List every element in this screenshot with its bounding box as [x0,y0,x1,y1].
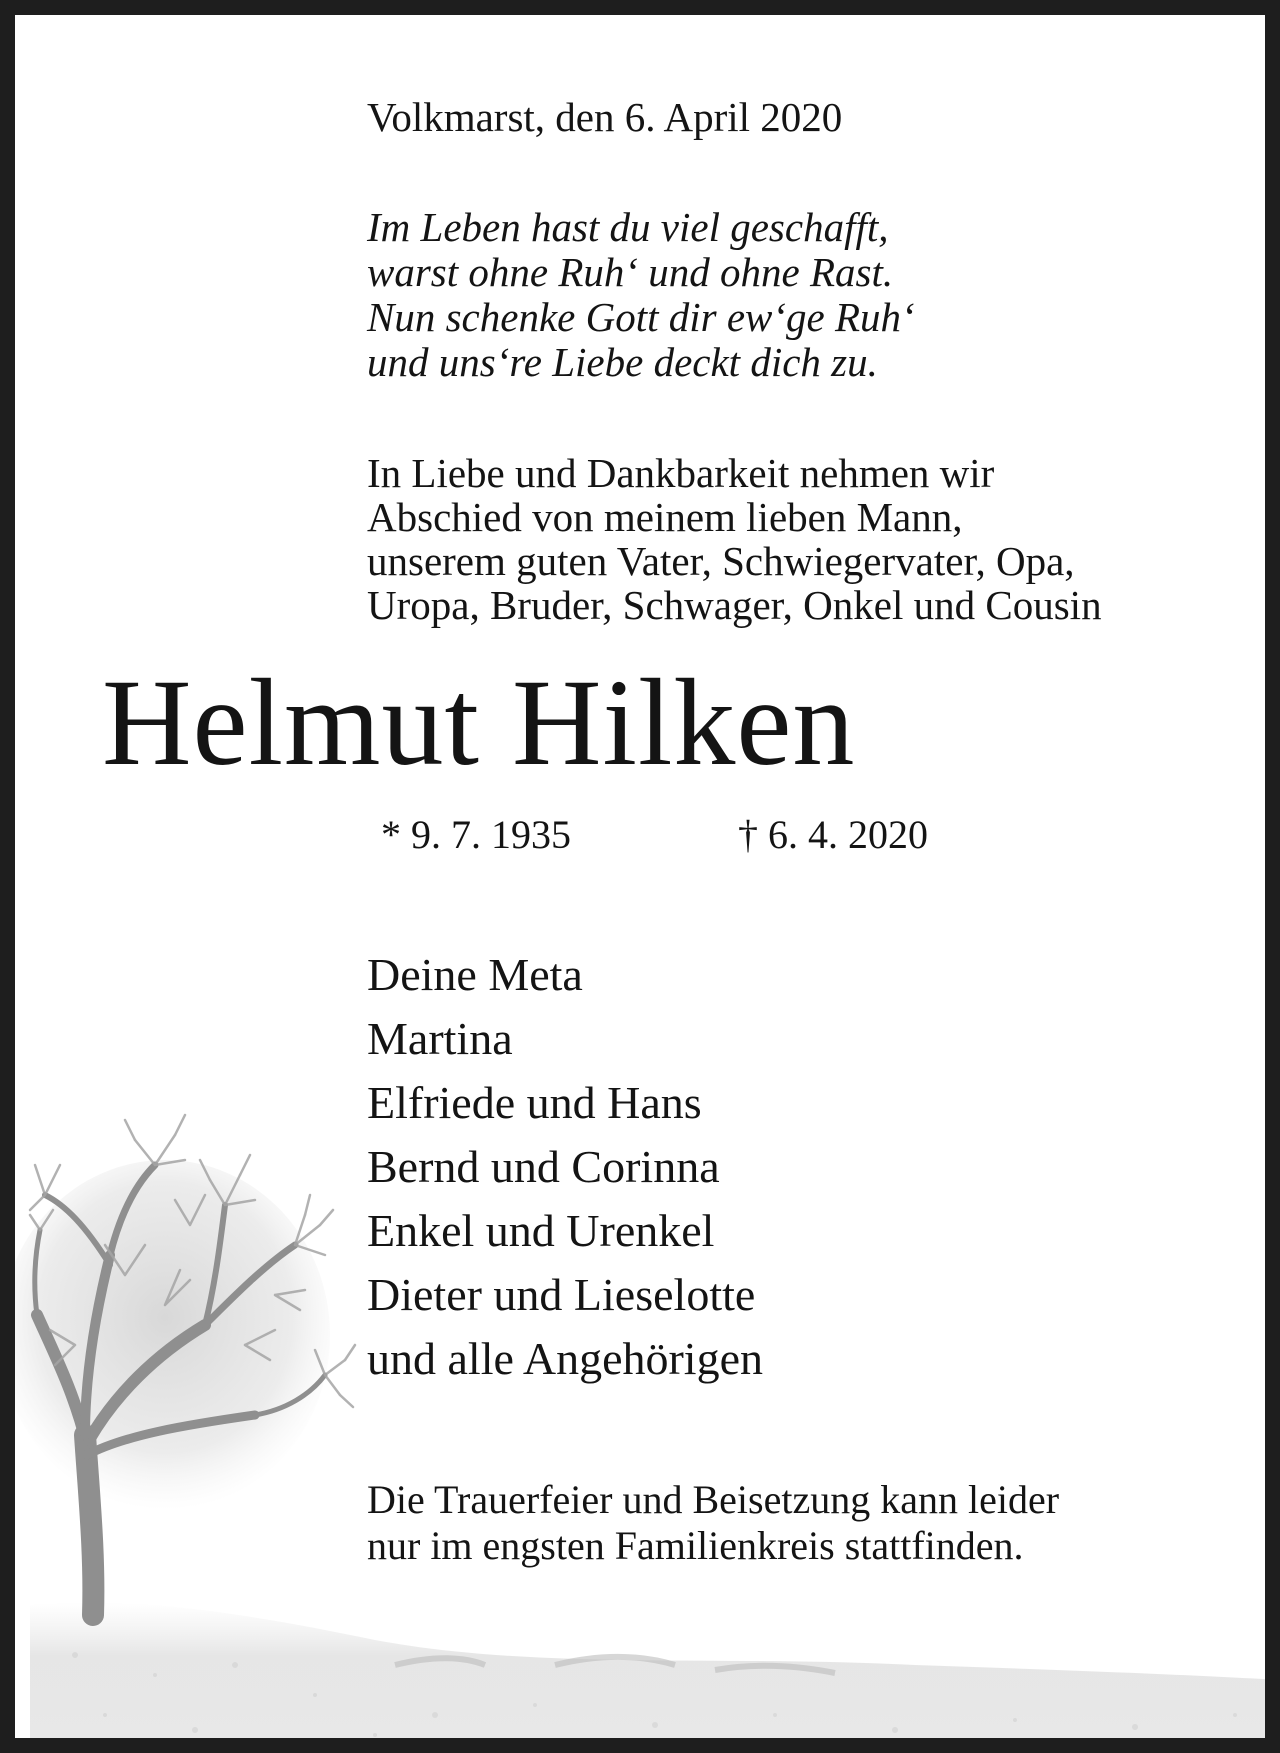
mourner: und alle Angehörigen [367,1333,764,1384]
farewell-line: In Liebe und Dankbarkeit nehmen wir [367,450,995,496]
ceremony-line: Die Trauerfeier und Beisetzung kann leider [367,1477,1060,1522]
farewell-line: Abschied von meinem lieben Mann, [367,494,963,540]
mourner: Deine Meta [367,949,583,1000]
death-date: † 6. 4. 2020 [738,812,928,857]
poem-line: und uns‘re Liebe deckt dich zu. [367,339,878,385]
mourner: Dieter und Lieselotte [367,1269,756,1320]
deceased-name: Helmut Hilken [102,654,856,791]
farewell-line: unserem guten Vater, Schwiegervater, Opa, [367,538,1075,584]
place-date: Volkmarst, den 6. April 2020 [367,94,843,140]
poem-line: Im Leben hast du viel geschafft, [367,204,889,250]
ceremony-notice [367,1477,1059,1569]
mourner: Elfriede und Hans [367,1077,702,1128]
farewell-line: Uropa, Bruder, Schwager, Onkel und Cousin [367,582,1102,628]
poem-line: warst ohne Ruh‘ und ohne Rast. [367,249,894,295]
birth-date: * 9. 7. 1935 [381,812,571,857]
mourners-list [367,943,763,1391]
memorial-poem [367,205,915,385]
farewell-text [367,451,1102,627]
mourner: Bernd und Corinna [367,1141,720,1192]
poem-line: Nun schenke Gott dir ew‘ge Ruh‘ [367,294,915,340]
mourner: Enkel und Urenkel [367,1205,715,1256]
mourner: Martina [367,1013,513,1064]
ceremony-line: nur im engsten Familienkreis stattfinden. [367,1523,1024,1568]
